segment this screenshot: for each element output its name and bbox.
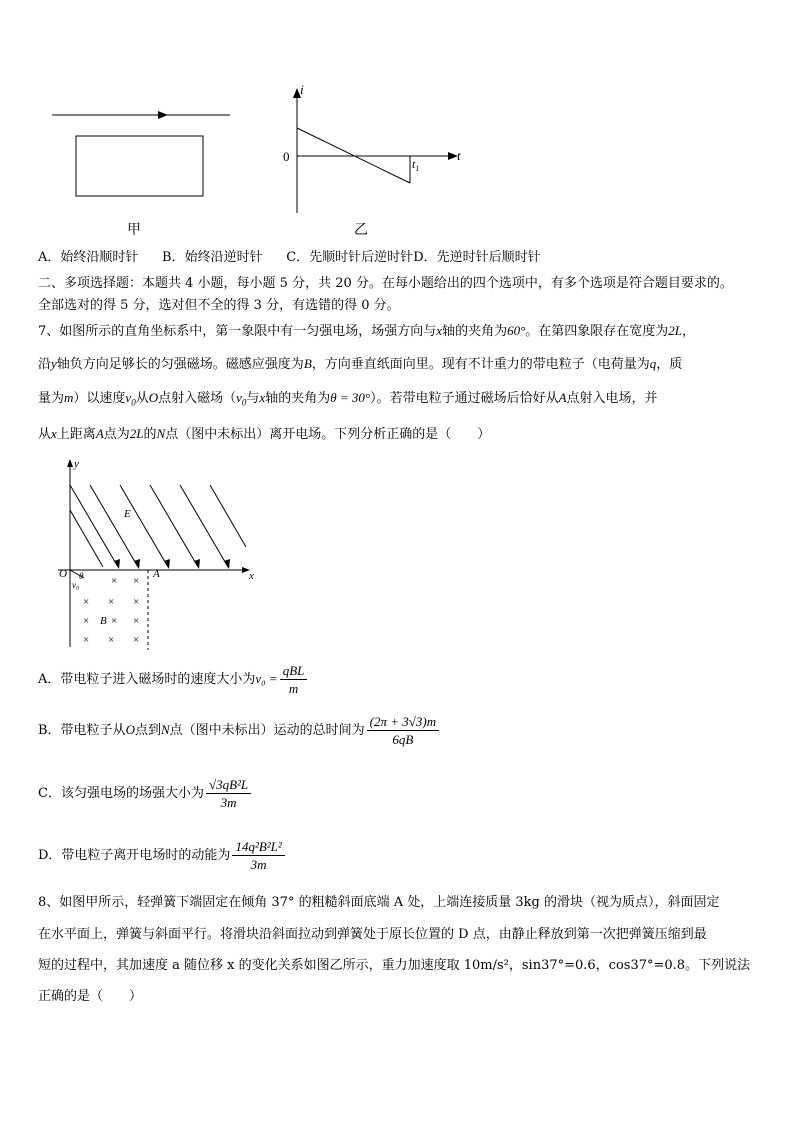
q6-options [38,249,758,267]
figure-jia-caption: 甲 [127,222,141,238]
svg-text:×: × [83,596,90,608]
theta-label: θ [79,571,84,581]
e-label: E [124,508,131,520]
wire-arrow-icon [158,111,168,119]
t-axis-label: t [457,148,461,163]
svg-text:×: × [133,596,140,608]
svg-text:×: × [111,575,118,587]
svg-text:×: × [108,596,115,608]
q7-line2: 沿y轴负方向足够长的匀强磁场。磁感应强度为B，方向垂直纸面向里。现有不计重力的带电粒子（电荷量为q，质 [38,356,683,372]
svg-text:×: × [83,615,90,627]
electric-field-lines [70,485,246,567]
b-label: B [100,615,107,627]
svg-text:×: × [133,575,140,587]
origin-label: 0 [283,149,290,164]
v0-label: v₀ [72,580,80,590]
q7-line3: 量为m）以速度$v_0$从O点射入磁场（$v_0$与x轴的夹角为θ = 30°）。若带电粒子通过磁场后恰好从A点射入电场，并 [38,390,658,408]
q7-option-d[interactable]: D．带电粒子离开电场时的动能为 $\frac{\text{14q²B²L²}}{3m}$ [38,838,758,873]
fraction: $\frac{\text{qBL}}{m}$ [280,662,308,697]
svg-text:×: × [108,634,115,646]
svg-text:×: × [111,615,118,627]
fraction: $\frac{(2\pi + 3√3)m}{6qB}$ [367,713,439,748]
svg-text:×: × [133,615,140,627]
a-label: A [153,568,160,580]
q7-line1: 7、如图所示的直角坐标系中，第一象限中有一匀强电场，场强方向与x轴的夹角为60°。在第四象限存在宽度为2L， [38,323,696,339]
q6-option-c[interactable]: C．先顺时针后逆时针 [286,250,414,265]
q6-option-d[interactable]: D．先逆时针后顺时针 [413,250,541,265]
section2-line1: 二、多项选择题：本题共 4 小题，每小题 5 分，共 20 分。在每小题给出的四个选项中，有多个选项是符合题目要求的。 [38,276,733,291]
origin-o-label: O [59,568,67,580]
i-axis-label: i [300,82,304,97]
figure-q7 [50,455,270,655]
q7-option-b[interactable]: B．带电粒子从O点到N点（图中未标出）运动的总时间为 $\frac{(2\pi + 3√3)m}{6qB}$ [38,713,758,748]
section2-line2: 全部选对的得 5 分，选对但不全的得 3 分，有选错的得 0 分。 [38,298,400,313]
q8-line3: 短的过程中，其加速度 a 随位移 x 的变化关系如图乙所示，重力加速度取 10m/s²，sin37°=0.6，cos37°=0.8。下列说法 [38,958,751,973]
q6-option-a[interactable]: A．始终沿顺时针 [38,250,139,265]
svg-text:×: × [83,634,90,646]
y-axis-arrow-icon [67,459,73,467]
q6-option-b[interactable]: B．始终沿逆时针 [162,250,263,265]
t1-label: $t_1$ [412,157,420,173]
y-label: y [74,458,79,470]
q8-line1: 8、如图甲所示，轻弹簧下端固定在倾角 37° 的粗糙斜面底端 A 处，上端连接质量 3kg 的滑块（视为质点），斜面固定 [38,895,720,910]
fraction: $\frac{\text{14q²B²L²}}{3m}$ [232,838,284,873]
q7-option-c[interactable]: C．该匀强电场的场强大小为 $\frac{\text{√3qB²L}}{3m}$ [38,776,758,811]
q7-line4: 从x上距离A点为2L的N点（图中未标出）离开电场。下列分析正确的是（ ） [38,426,491,442]
q8-line4: 正确的是（ ） [38,989,143,1004]
x-label: x [249,570,254,582]
coil-rectangle [76,136,203,196]
figure-yi-caption: 乙 [354,222,368,238]
fraction: $\frac{\text{√3qB²L}}{3m}$ [206,776,251,811]
q8-line2: 在水平面上，弹簧与斜面平行。将滑块沿斜面拉动到弹簧处于原长位置的 D 点，由静止释放到第一次把弹簧压缩到最 [38,927,707,942]
field-arrow-icons [114,559,230,569]
q7-option-a[interactable]: A．带电粒子进入磁场时的速度大小为v₀ = $\frac{\text{qBL}}{m}$ [38,662,758,697]
magnetic-field-crosses [83,575,139,646]
figure-yi [280,80,470,220]
svg-text:×: × [133,634,140,646]
